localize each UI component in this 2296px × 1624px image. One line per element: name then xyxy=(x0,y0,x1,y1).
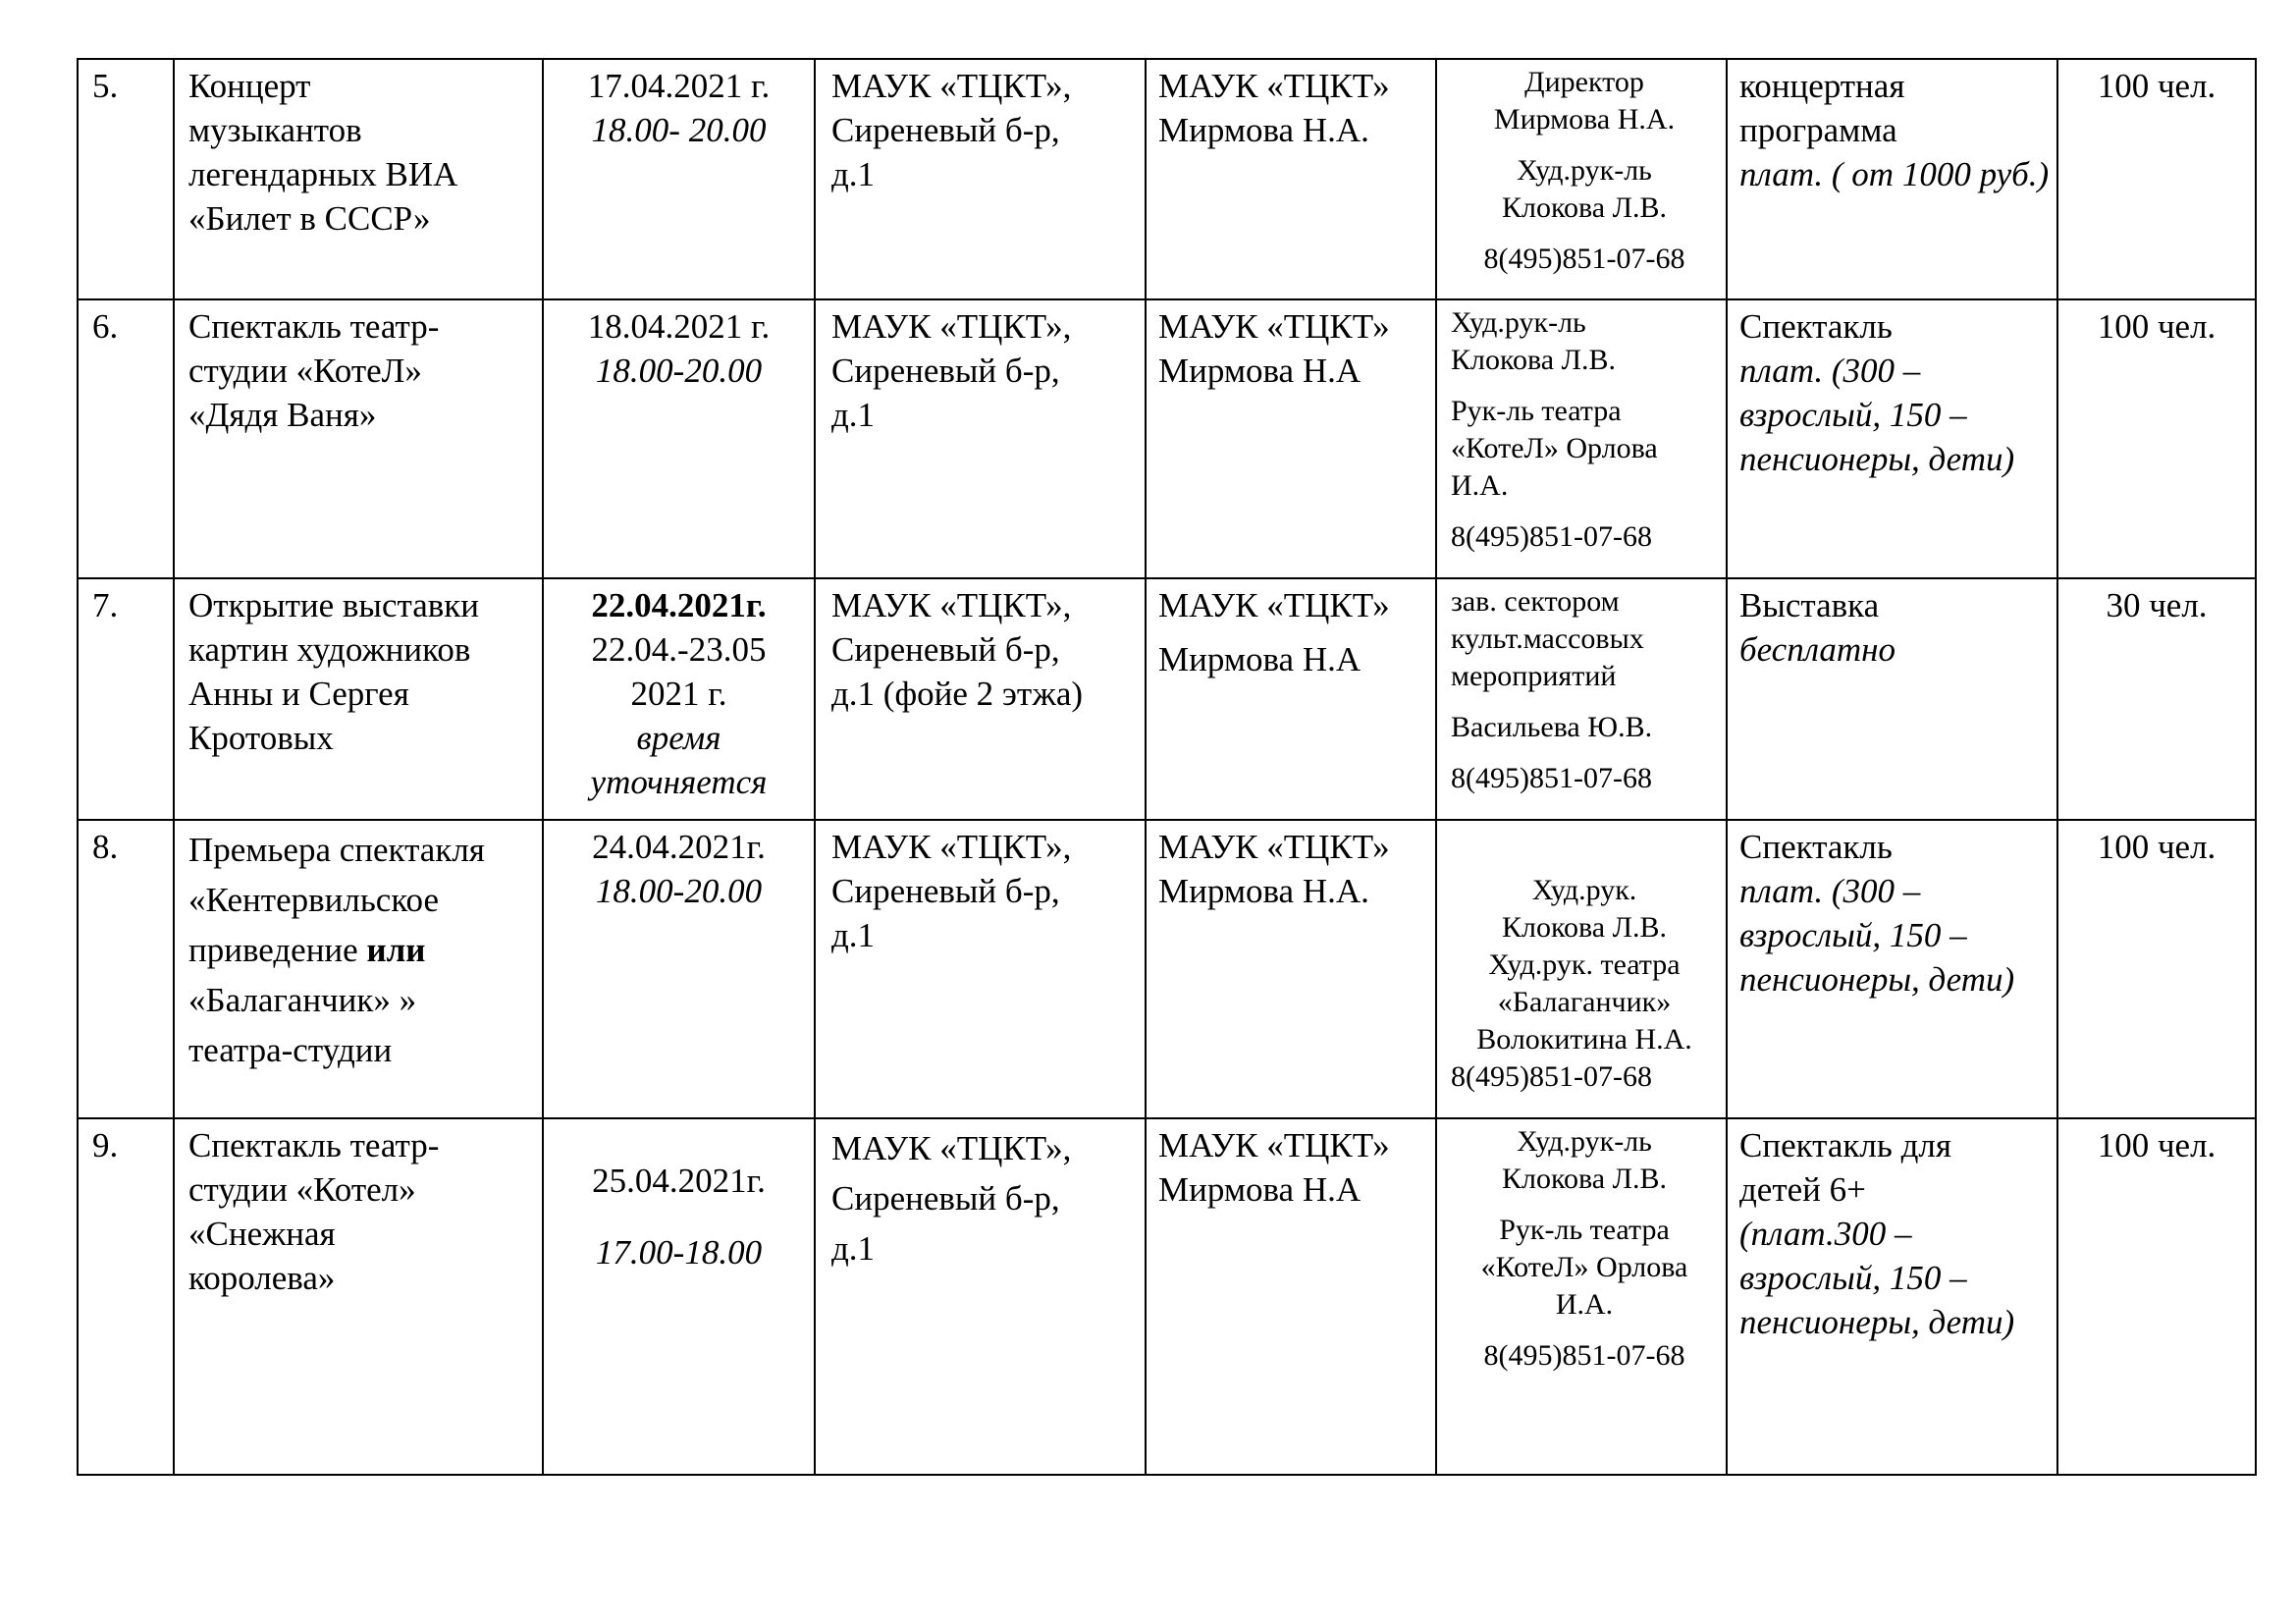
event-contacts: Худ.рук-ль Клокова Л.В. Рук-ль театра «КотеЛ» Орлова И.А. 8(495)851-07-68 xyxy=(1436,299,1727,578)
format: Спектакль xyxy=(1739,307,1893,346)
row-number: 6. xyxy=(78,299,174,578)
event-venue: МАУК «ТЦКТ», Сиреневый б-р, д.1 xyxy=(815,299,1146,578)
time: 18.00-20.00 xyxy=(595,872,763,910)
time: 18.00-20.00 xyxy=(595,352,763,390)
date: 17.04.2021 г. xyxy=(587,67,771,105)
event-organizer: МАУК «ТЦКТ» Мирмова Н.А xyxy=(1146,299,1436,578)
attendance: 100 чел. xyxy=(2057,1118,2256,1475)
table-row xyxy=(78,578,2256,820)
event-date xyxy=(543,820,815,1118)
event-venue: МАУК «ТЦКТ», Сиреневый б-р, д.1 xyxy=(815,820,1146,1118)
row-number: 5. xyxy=(78,59,174,299)
row-number: 7. xyxy=(78,578,174,820)
date: 24.04.2021г. xyxy=(592,828,766,866)
event-format: Спектакль плат. (300 – взрослый, 150 – пенсионеры, дети) xyxy=(1727,299,2057,578)
table-row xyxy=(78,820,2256,1118)
date: 18.04.2021 г. xyxy=(587,307,771,346)
date-range: 22.04.-23.05 xyxy=(591,630,767,669)
attendance: 100 чел. xyxy=(2057,299,2256,578)
date: 22.04.2021г. xyxy=(591,586,767,624)
event-title: Открытие выставки картин художников Анны и Сергея Кротовых xyxy=(174,578,543,820)
event-organizer: МАУК «ТЦКТ» Мирмова Н.А. xyxy=(1146,59,1436,299)
event-contacts: Худ.рук-ль Клокова Л.В. Рук-ль театра «КотеЛ» Орлова И.А. 8(495)851-07-68 xyxy=(1436,1118,1727,1475)
event-contacts: зав. сектором культ.массовых мероприятий Васильева Ю.В. 8(495)851-07-68 xyxy=(1436,578,1727,820)
event-date xyxy=(543,59,815,299)
format: Спектакль для xyxy=(1739,1126,1951,1164)
event-date: 22.04.2021г. 22.04.-23.05 2021 г. время уточняется xyxy=(543,578,815,820)
table-row xyxy=(78,1118,2256,1475)
price: плат. ( от 1000 руб.) xyxy=(1739,155,2050,193)
table-row xyxy=(78,59,2256,299)
event-format: Спектакль плат. (300 – взрослый, 150 – пенсионеры, дети) xyxy=(1727,820,2057,1118)
event-venue: МАУК «ТЦКТ», Сиреневый б-р, д.1 xyxy=(815,59,1146,299)
event-date xyxy=(543,1118,815,1475)
format: концертная программа xyxy=(1739,67,1905,149)
events-table xyxy=(77,58,2257,1476)
row-number: 8. xyxy=(78,820,174,1118)
event-date xyxy=(543,299,815,578)
format: Спектакль xyxy=(1739,828,1893,866)
price: плат. (300 – xyxy=(1739,872,1921,910)
time: 18.00- 20.00 xyxy=(591,111,767,149)
event-contacts: Худ.рук. Клокова Л.В. Худ.рук. театра «Балаганчик» Волокитина Н.А. 8(495)851-07-68 xyxy=(1436,820,1727,1118)
event-organizer: МАУК «ТЦКТ» Мирмова Н.А xyxy=(1146,1118,1436,1475)
format: Выставка xyxy=(1739,586,1880,624)
price: плат. (300 – xyxy=(1739,352,1921,390)
event-title: Спектакль театр- студии «Котел» «Снежная королева» xyxy=(174,1118,543,1475)
date: 25.04.2021г. xyxy=(592,1162,766,1200)
event-title: Концерт музыкантов легендарных ВИА «Билет в СССР» xyxy=(174,59,543,299)
price: (плат.300 – xyxy=(1739,1215,1912,1253)
event-title: Премьера спектакля «Кентервильское приведение или «Балаганчик» » театра-студии xyxy=(174,820,543,1118)
attendance: 30 чел. xyxy=(2057,578,2256,820)
table-row xyxy=(78,299,2256,578)
attendance: 100 чел. xyxy=(2057,820,2256,1118)
attendance: 100 чел. xyxy=(2057,59,2256,299)
event-organizer: МАУК «ТЦКТ» Мирмова Н.А xyxy=(1146,578,1436,820)
event-format xyxy=(1727,578,2057,820)
event-contacts: Директор Мирмова Н.А. Худ.рук-ль Клокова Л.В. 8(495)851-07-68 xyxy=(1436,59,1727,299)
event-organizer: МАУК «ТЦКТ» Мирмова Н.А. xyxy=(1146,820,1436,1118)
event-venue: МАУК «ТЦКТ», Сиреневый б-р, д.1 (фойе 2 этжа) xyxy=(815,578,1146,820)
event-venue: МАУК «ТЦКТ», Сиреневый б-р, д.1 xyxy=(815,1118,1146,1475)
event-format xyxy=(1727,59,2057,299)
time: 17.00-18.00 xyxy=(595,1233,763,1272)
row-number: 9. xyxy=(78,1118,174,1475)
price: бесплатно xyxy=(1739,630,1896,669)
event-title: Спектакль театр- студии «КотеЛ» «Дядя Ваня» xyxy=(174,299,543,578)
time: время xyxy=(636,719,721,757)
event-format: Спектакль для детей 6+ (плат.300 – взрослый, 150 – пенсионеры, дети) xyxy=(1727,1118,2057,1475)
